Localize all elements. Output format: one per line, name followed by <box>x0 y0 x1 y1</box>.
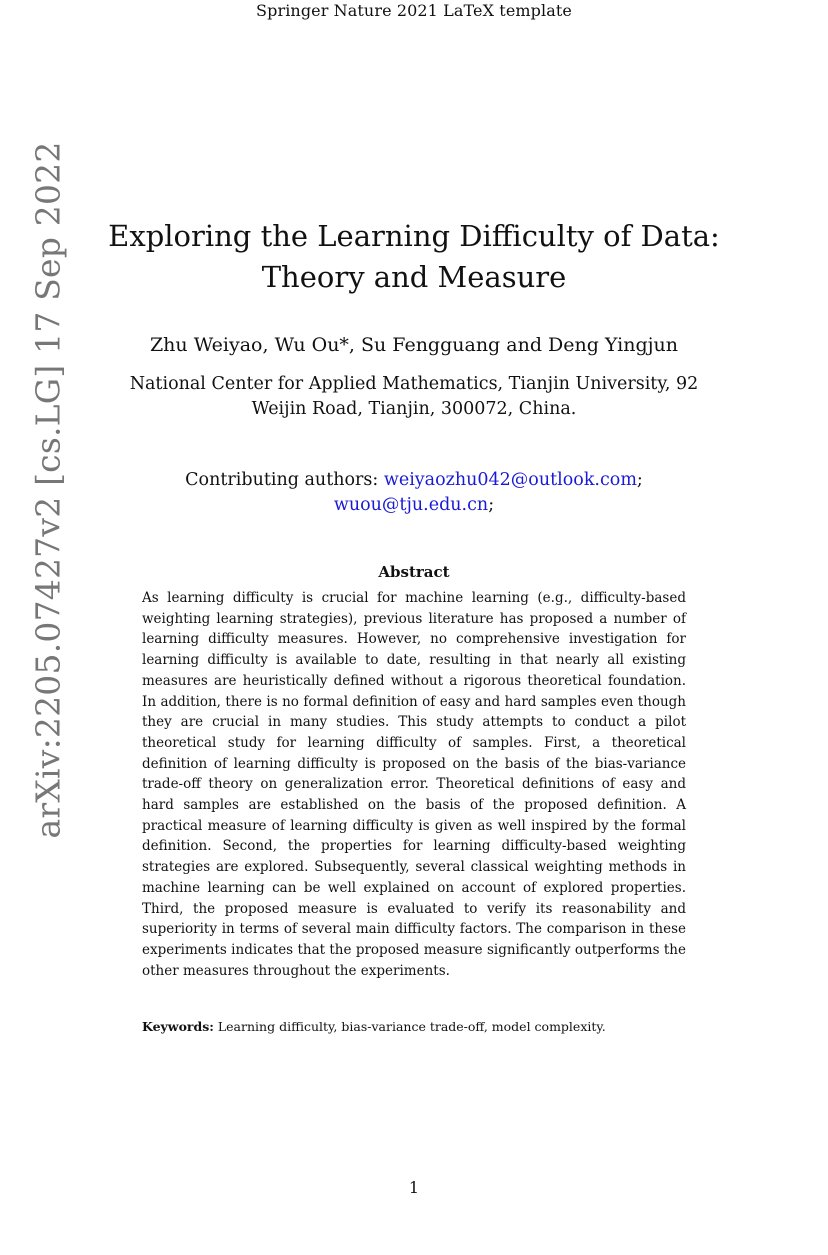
email-separator-2: ; <box>488 495 495 515</box>
paper-title <box>100 216 728 298</box>
affiliation <box>100 372 728 422</box>
author-list: Zhu Weiyao, Wu Ou*, Su Fengguang and Deng Yingjun <box>149 334 678 356</box>
title-line-2: Theory and Measure <box>261 260 567 294</box>
email-link-1[interactable]: weiyaozhu042@outlook.com <box>383 470 637 490</box>
contrib-line-1 <box>100 468 728 493</box>
contrib-label: Contributing authors: <box>185 470 384 490</box>
arxiv-stamp: arXiv:2205.07427v2 [cs.LG] 17 Sep 2022 <box>28 141 68 839</box>
affiliation-line-1: National Center for Applied Mathematics, Tianjin University, 92 <box>129 374 699 394</box>
email-separator-1: ; <box>636 470 643 490</box>
contrib-line-2 <box>100 493 728 518</box>
page-number: 1 <box>408 1178 420 1197</box>
affiliation-line-2: Weijin Road, Tianjin, 300072, China. <box>251 399 577 419</box>
contributing-authors <box>100 468 728 518</box>
keywords-text: Learning difficulty, bias-variance trade-off, model complexity. <box>213 1019 606 1034</box>
keywords-label: Keywords: <box>142 1019 214 1034</box>
abstract-heading: Abstract <box>378 563 450 581</box>
keywords <box>142 1019 702 1034</box>
running-header: Springer Nature 2021 LaTeX template <box>256 1 572 20</box>
email-link-2[interactable]: wuou@tju.edu.cn <box>333 495 489 515</box>
title-line-1: Exploring the Learning Difficulty of Data: <box>108 219 720 253</box>
abstract-text: As learning difficulty is crucial for machine learning (e.g., difficulty-based weighting learning strategies), previous literature has proposed a number of learning difficulty measures. However, no comprehensive investigation for learning difficulty is available to date, resulting in that nearly all existing measures are heuristically defined without a rigorous theoretical foundation. In addition, there is no formal definition of easy and hard samples even though they are crucial in many studies. This study attempts to conduct a pilot theoretical study for learning difficulty of samples. First, a theoretical definition of learning difficulty is proposed on the basis of the bias-variance trade-off theory on generalization error. Theoretical definitions of easy and hard samples are established on the basis of the proposed definition. A practical measure of learning difficulty is given as well inspired by the formal definition. Second, the properties for learning difficulty-based weighting strategies are explored. Subsequently, several classical weighting methods in machine learning can be well explained on account of explored properties. Third, the proposed measure is evaluated to verify its reasonability and superiority in terms of several main difficulty factors. The comparison in these experiments indicates that the proposed measure significantly outperforms the other measures throughout the experiments. <box>142 590 686 979</box>
